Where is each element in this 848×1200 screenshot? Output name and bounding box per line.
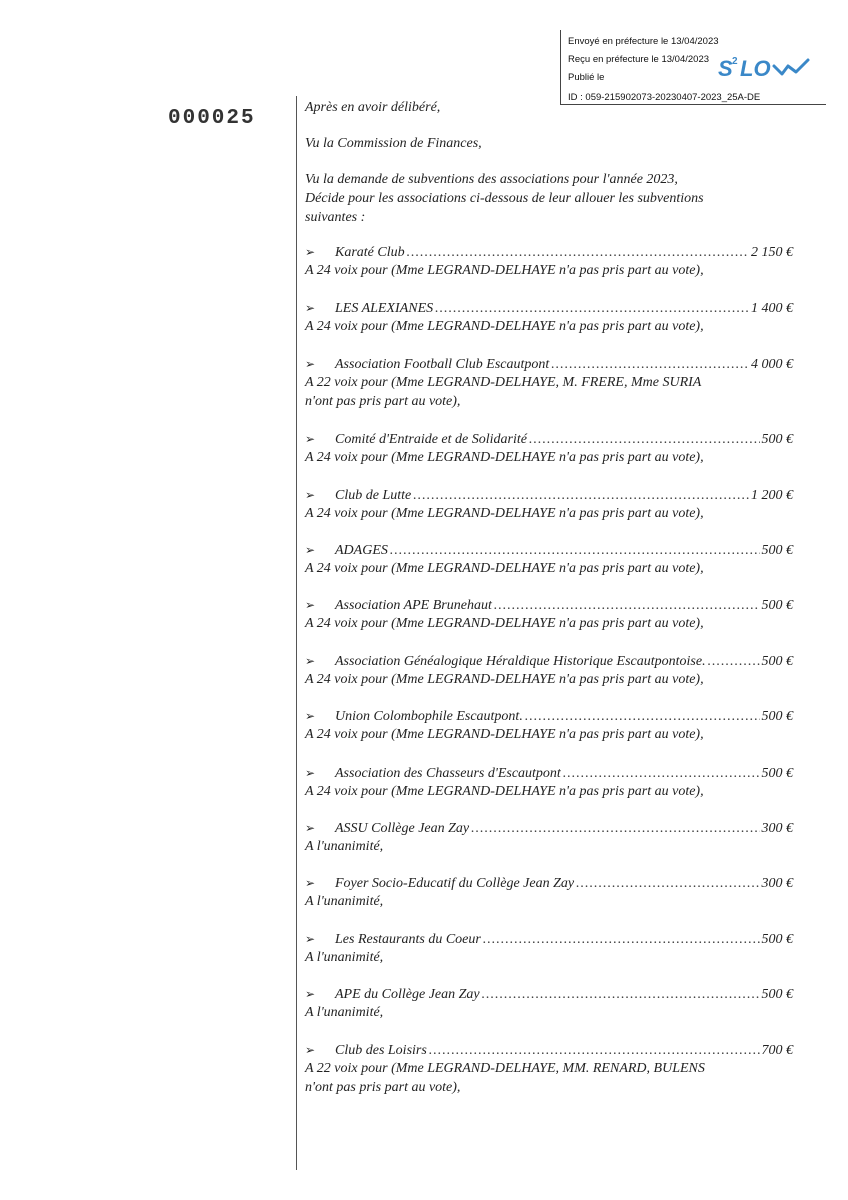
vote-result: A 24 voix pour (Mme LEGRAND-DELHAYE n'a pas pris part au vote), [305,616,704,631]
vote-result: A 24 voix pour (Mme LEGRAND-DELHAYE n'a pas pris part au vote), [305,561,704,576]
subsidy-entry [305,651,793,672]
svg-text:2: 2 [732,56,738,67]
intro-commission: Vu la Commission de Finances, [305,136,482,151]
arrow-bullet-icon: ➢ [305,432,316,446]
intro-request: Vu la demande de subventions des associations pour l'année 2023, [305,172,678,187]
stamp-published: Publié le [568,72,605,83]
dot-leader [407,243,749,263]
dot-leader [390,541,760,561]
arrow-bullet-icon: ➢ [305,598,316,612]
dot-leader [429,1041,760,1061]
arrow-bullet-icon: ➢ [305,245,316,259]
subsidy-entry [305,540,793,561]
association-name: ASSU Collège Jean Zay [335,821,470,836]
subsidy-amount: 1 200 € [751,488,793,503]
association-name: Foyer Socio-Educatif du Collège Jean Zay [335,876,575,891]
vote-result: A 24 voix pour (Mme LEGRAND-DELHAYE n'a pas pris part au vote), [305,263,704,278]
dot-leader [525,707,760,727]
margin-divider [296,96,297,1170]
stamp-sent-date: Envoyé en préfecture le 13/04/2023 [568,36,719,47]
subsidy-entry [305,1040,793,1061]
subsidy-entry [305,929,793,950]
association-name: Association des Chasseurs d'Escautpont [335,766,561,781]
stamp-received-date: Reçu en préfecture le 13/04/2023 [568,54,710,65]
vote-result-continuation: n'ont pas pris part au vote), [305,394,461,409]
svg-text:LO: LO [740,56,771,81]
association-name: Union Colombophile Escautpont. [335,709,523,724]
vote-result-continuation: n'ont pas pris part au vote), [305,1080,461,1095]
dot-leader [494,596,760,616]
arrow-bullet-icon: ➢ [305,301,316,315]
dot-leader [708,652,760,672]
arrow-bullet-icon: ➢ [305,932,316,946]
subsidy-entry [305,242,793,263]
dot-leader [435,299,749,319]
association-name: APE du Collège Jean Zay [335,987,480,1002]
intro-decision-line2: suivantes : [305,210,366,225]
subsidy-amount: 500 € [761,987,793,1002]
association-name: Club des Loisirs [335,1043,427,1058]
arrow-bullet-icon: ➢ [305,488,316,502]
subsidy-entry [305,485,793,506]
subsidy-entry [305,595,793,616]
association-name: Karaté Club [335,245,405,260]
vote-result: A 24 voix pour (Mme LEGRAND-DELHAYE n'a pas pris part au vote), [305,727,704,742]
dot-leader [471,819,759,839]
subsidy-amount: 1 400 € [751,301,793,316]
dot-leader [563,764,760,784]
association-name: Association Généalogique Héraldique Historique Escautpontoise. [335,654,706,669]
subsidy-entry [305,873,793,894]
arrow-bullet-icon: ➢ [305,766,316,780]
subsidy-amount: 4 000 € [751,357,793,372]
subsidy-amount: 500 € [761,766,793,781]
intro-decision-line1: Décide pour les associations ci-dessous de leur allouer les subventions [305,191,704,206]
association-name: ADAGES [335,543,388,558]
arrow-bullet-icon: ➢ [305,876,316,890]
subsidy-entry [305,818,793,839]
dot-leader [482,985,760,1005]
subsidy-amount: 700 € [761,1043,793,1058]
vote-result: A 22 voix pour (Mme LEGRAND-DELHAYE, MM. RENARD, BULENS [305,1061,705,1076]
vote-result: A l'unanimité, [305,894,384,909]
vote-result: A 22 voix pour (Mme LEGRAND-DELHAYE, M. FRERE, Mme SURIA [305,375,702,390]
subsidy-amount: 500 € [761,598,793,613]
subsidy-entry [305,706,793,727]
subsidy-entry [305,984,793,1005]
s2lo-logo-icon [716,52,816,82]
dot-leader [551,355,749,375]
stamp-id: ID : 059-215902073-20230407-2023_25A-DE [568,92,761,103]
subsidy-amount: 300 € [761,876,793,891]
subsidy-amount: 500 € [761,932,793,947]
subsidy-entry [305,354,793,375]
subsidy-entry [305,763,793,784]
dot-leader [529,430,760,450]
arrow-bullet-icon: ➢ [305,543,316,557]
subsidy-amount: 500 € [761,654,793,669]
vote-result: A 24 voix pour (Mme LEGRAND-DELHAYE n'a pas pris part au vote), [305,672,704,687]
intro-deliberation: Après en avoir délibéré, [305,100,441,115]
subsidy-entry [305,298,793,319]
vote-result: A 24 voix pour (Mme LEGRAND-DELHAYE n'a pas pris part au vote), [305,319,704,334]
arrow-bullet-icon: ➢ [305,1043,316,1057]
arrow-bullet-icon: ➢ [305,709,316,723]
prefecture-stamp [560,30,826,105]
subsidy-amount: 500 € [761,432,793,447]
vote-result: A 24 voix pour (Mme LEGRAND-DELHAYE n'a pas pris part au vote), [305,450,704,465]
page-number: 000025 [168,107,256,130]
subsidy-amount: 300 € [761,821,793,836]
dot-leader [483,930,760,950]
vote-result: A l'unanimité, [305,839,384,854]
association-name: Comité d'Entraide et de Solidarité [335,432,527,447]
arrow-bullet-icon: ➢ [305,987,316,1001]
dot-leader [413,486,749,506]
vote-result: A 24 voix pour (Mme LEGRAND-DELHAYE n'a pas pris part au vote), [305,784,704,799]
association-name: Club de Lutte [335,488,412,503]
subsidy-amount: 500 € [761,709,793,724]
arrow-bullet-icon: ➢ [305,821,316,835]
vote-result: A l'unanimité, [305,1005,384,1020]
svg-text:S: S [718,56,733,81]
arrow-bullet-icon: ➢ [305,357,316,371]
association-name: Les Restaurants du Coeur [335,932,481,947]
association-name: Association Football Club Escautpont [335,357,550,372]
association-name: LES ALEXIANES [335,301,434,316]
subsidy-amount: 2 150 € [751,245,793,260]
vote-result: A 24 voix pour (Mme LEGRAND-DELHAYE n'a pas pris part au vote), [305,506,704,521]
vote-result: A l'unanimité, [305,950,384,965]
dot-leader [576,874,759,894]
subsidy-amount: 500 € [761,543,793,558]
arrow-bullet-icon: ➢ [305,654,316,668]
subsidy-entry [305,429,793,450]
association-name: Association APE Brunehaut [335,598,492,613]
